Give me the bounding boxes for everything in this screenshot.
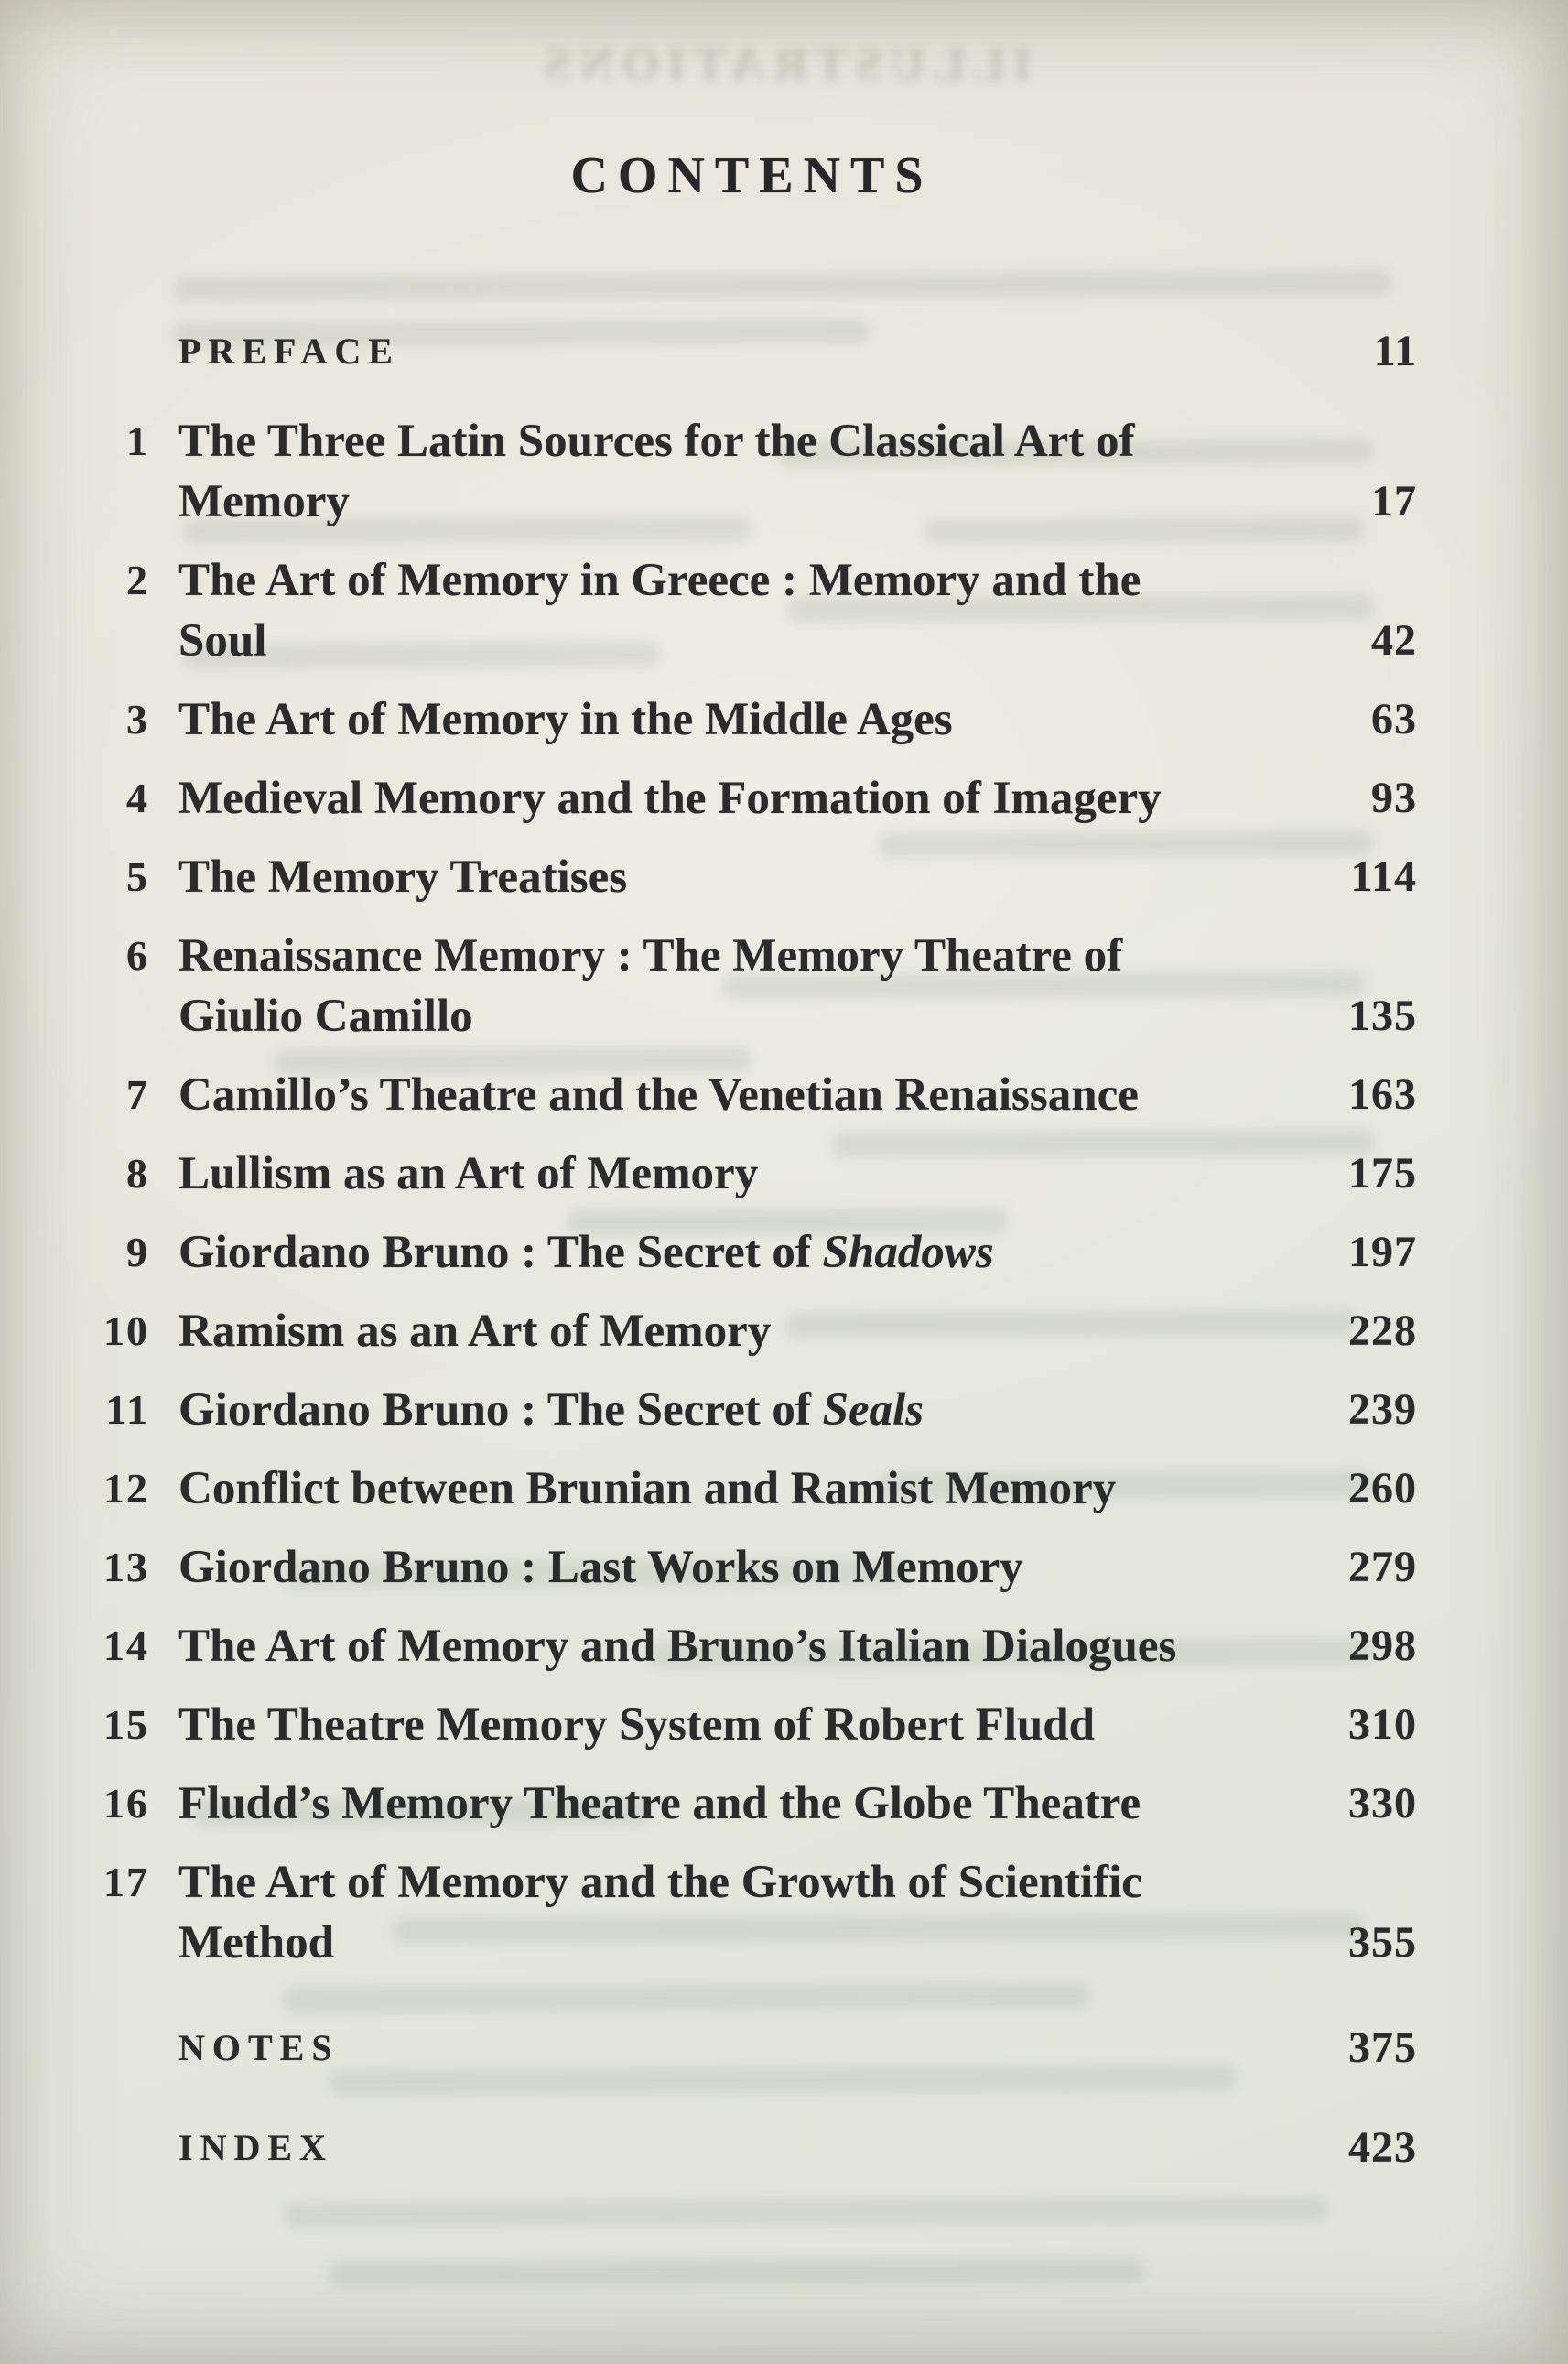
page-number: 260 — [1348, 1464, 1417, 1513]
toc-entry-preface — [87, 319, 1417, 382]
chapter-title: Medieval Memory and the Formation of Imagery — [178, 773, 1162, 825]
chapter-title: Conflict between Brunian and Ramist Memory — [178, 1463, 1117, 1515]
chapter-number: 17 — [103, 1859, 149, 1906]
toc-entry-4 — [87, 768, 1417, 829]
page-number: 17 — [1371, 477, 1417, 526]
chapter-number: 3 — [126, 696, 149, 743]
table-of-contents — [87, 319, 1417, 2178]
chapter-title: The Art of Memory in the Middle Ages — [178, 694, 953, 746]
toc-entry-14 — [87, 1616, 1417, 1676]
chapter-number: 10 — [103, 1307, 149, 1355]
toc-entry-10 — [87, 1301, 1417, 1361]
chapter-title: Giordano Bruno : The Secret of Shadows — [178, 1227, 994, 1279]
toc-entry-5 — [87, 847, 1417, 907]
show-through-heading: ILLUSTRATIONS — [536, 39, 1032, 92]
chapter-number: 12 — [103, 1465, 149, 1513]
chapter-number: 9 — [126, 1229, 149, 1276]
page-number: 298 — [1348, 1621, 1417, 1671]
toc-entry-6 — [87, 926, 1417, 1046]
toc-entry-1 — [87, 411, 1417, 532]
page-number: 163 — [1348, 1070, 1417, 1120]
chapter-number: 16 — [103, 1780, 149, 1827]
chapter-title: The Art of Memory and the Growth of Scientific Method — [178, 1857, 1142, 1969]
page-number: 423 — [1348, 2123, 1417, 2173]
chapter-title: The Art of Memory in Greece : Memory and the Soul — [178, 555, 1141, 667]
page-number: 63 — [1371, 695, 1417, 744]
chapter-title: Lullism as an Art of Memory — [178, 1148, 759, 1200]
toc-entry-7 — [87, 1065, 1417, 1125]
page-number: 11 — [1373, 327, 1417, 376]
toc-entry-8 — [87, 1144, 1417, 1204]
chapter-title: INDEX — [178, 2127, 333, 2169]
chapter-title: Fludd’s Memory Theatre and the Globe Theatre — [178, 1778, 1141, 1830]
chapter-number: 7 — [126, 1071, 149, 1119]
page-number: 175 — [1348, 1149, 1417, 1198]
chapter-title: PREFACE — [178, 331, 400, 373]
toc-entry-16 — [87, 1773, 1417, 1834]
toc-entry-12 — [87, 1459, 1417, 1519]
chapter-title: Renaissance Memory : The Memory Theatre of Giulio Camillo — [178, 930, 1123, 1043]
toc-entry-17 — [87, 1852, 1417, 1973]
chapter-title: Giordano Bruno : The Secret of Seals — [178, 1384, 925, 1437]
page-number: 279 — [1348, 1543, 1417, 1592]
chapter-title: Giordano Bruno : Last Works on Memory — [178, 1542, 1023, 1594]
toc-entry-9 — [87, 1222, 1417, 1283]
chapter-title: The Three Latin Sources for the Classical Art of Memory — [178, 416, 1135, 528]
page-number: 42 — [1371, 616, 1417, 666]
toc-entry-15 — [87, 1695, 1417, 1755]
chapter-number: 1 — [126, 417, 149, 465]
page-number: 197 — [1348, 1228, 1417, 1277]
chapter-number: 6 — [126, 932, 149, 980]
chapter-title: The Memory Treatises — [178, 851, 628, 904]
chapter-title: NOTES — [178, 2027, 340, 2069]
chapter-title: The Art of Memory and Bruno’s Italian Dialogues — [178, 1621, 1177, 1673]
chapter-title: The Theatre Memory System of Robert Fludd — [178, 1699, 1095, 1751]
page-number: 93 — [1371, 774, 1417, 823]
page-number: 310 — [1348, 1700, 1417, 1750]
chapter-number: 8 — [126, 1150, 149, 1198]
chapter-number: 4 — [126, 775, 149, 822]
toc-entry-13 — [87, 1537, 1417, 1598]
toc-entry-2 — [87, 550, 1417, 671]
page-number: 375 — [1348, 2023, 1417, 2073]
toc-entry-index — [87, 2115, 1417, 2178]
toc-entry-3 — [87, 689, 1417, 750]
chapter-number: 13 — [103, 1544, 149, 1591]
chapter-title: Camillo’s Theatre and the Venetian Renaissance — [178, 1069, 1139, 1122]
chapter-number: 5 — [126, 853, 149, 901]
chapter-number: 2 — [126, 557, 149, 604]
chapter-number: 15 — [103, 1701, 149, 1749]
page-number: 135 — [1348, 992, 1417, 1041]
page-number: 228 — [1348, 1307, 1417, 1356]
page-title: CONTENTS — [570, 147, 934, 204]
page-number: 239 — [1348, 1385, 1417, 1435]
page-number: 330 — [1348, 1779, 1417, 1828]
toc-entry-11 — [87, 1380, 1417, 1440]
chapter-number: 11 — [105, 1386, 149, 1434]
page-number: 355 — [1348, 1918, 1417, 1968]
toc-entry-notes — [87, 2015, 1417, 2078]
chapter-title: Ramism as an Art of Memory — [178, 1306, 772, 1358]
chapter-number: 14 — [103, 1622, 149, 1670]
page-number: 114 — [1350, 852, 1417, 902]
